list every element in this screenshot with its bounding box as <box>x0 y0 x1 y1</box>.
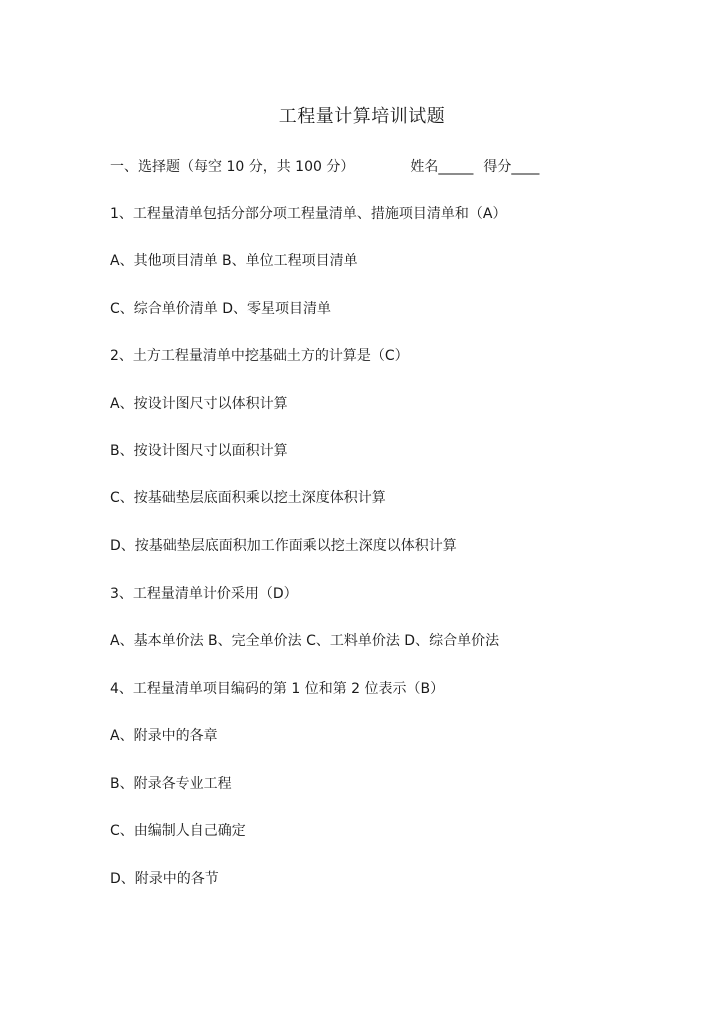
score-field: 得分____ <box>483 159 540 175</box>
question-2: 2、土方工程量清单中挖基础土方的计算是（C） <box>110 348 409 364</box>
q1-options-cd: C、综合单价清单 D、零星项目清单 <box>110 301 332 317</box>
document-title: 工程量计算培训试题 <box>278 106 446 127</box>
q2-option-b: B、按设计图尺寸以面积计算 <box>110 443 288 459</box>
question-3: 3、工程量清单计价采用（D） <box>110 586 298 602</box>
q4-option-a: A、附录中的各章 <box>110 728 218 744</box>
question-1: 1、工程量清单包括分部分项工程量清单、措施项目清单和（A） <box>110 206 507 222</box>
q3-options: A、基本单价法 B、完全单价法 C、工料单价法 D、综合单价法 <box>110 633 500 649</box>
name-field: 姓名_____ <box>410 159 474 175</box>
q1-options-ab: A、其他项目清单 B、单位工程项目清单 <box>110 253 358 269</box>
q4-option-b: B、附录各专业工程 <box>110 776 232 792</box>
q4-option-d: D、附录中的各节 <box>110 871 219 887</box>
section-heading: 一、选择题（每空 10 分，共 100 分） <box>110 159 355 175</box>
q2-option-a: A、按设计图尺寸以体积计算 <box>110 396 288 412</box>
q4-option-c: C、由编制人自己确定 <box>110 823 246 839</box>
question-4: 4、工程量清单项目编码的第 1 位和第 2 位表示（B） <box>110 681 445 697</box>
section-header <box>110 157 539 177</box>
q2-option-d: D、按基础垫层底面积加工作面乘以挖土深度以体积计算 <box>110 538 457 554</box>
q2-option-c: C、按基础垫层底面积乘以挖土深度体积计算 <box>110 490 386 506</box>
